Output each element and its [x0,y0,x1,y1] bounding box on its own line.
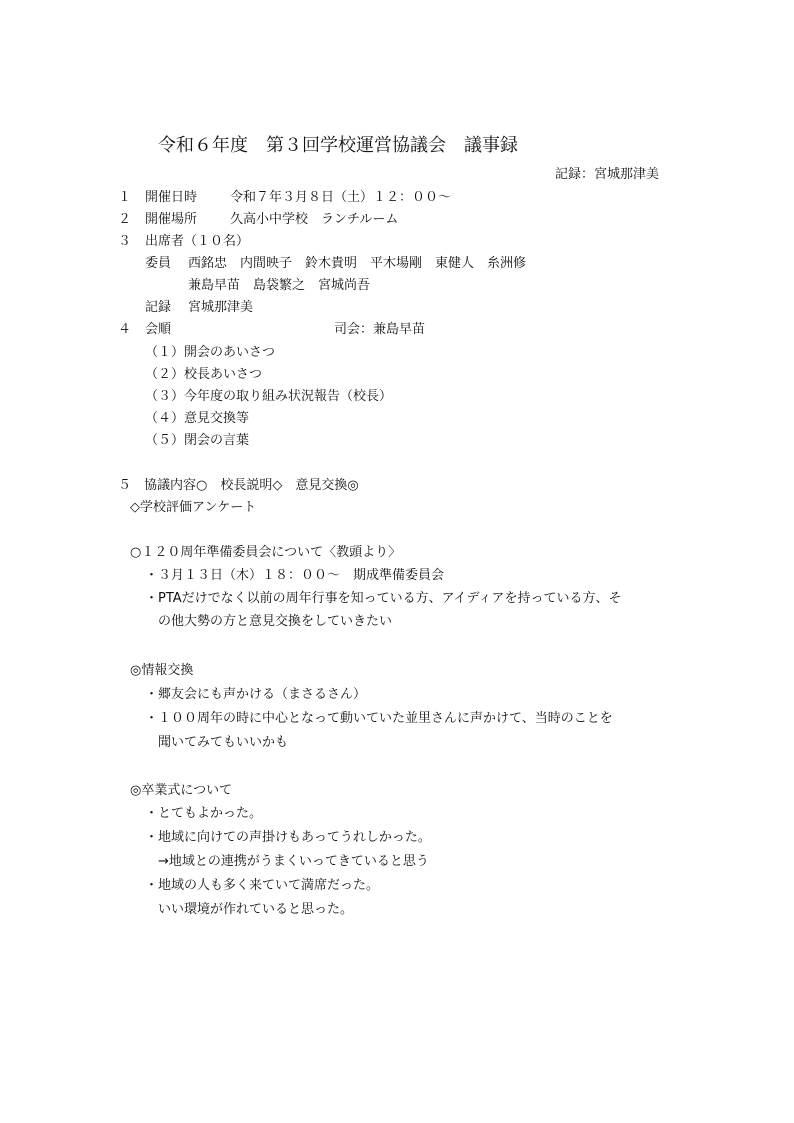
graduation-bullet: ・地域に向けての声掛けもあってうれしかった。 [145,830,431,845]
agenda-step: （２）校長あいさつ [145,367,263,382]
item-num-agenda: ４ [118,322,132,337]
agenda-step: （１）開会のあいさつ [145,345,276,360]
survey-heading: ◇学校評価アンケート [130,500,257,515]
recorder-name: 宮城那津美 [188,300,254,315]
info-heading: ◎情報交換 [130,663,194,678]
graduation-heading: ◎卒業式について [130,783,233,798]
info-bullet: ・郷友会にも声かける（まさるさん） [145,687,367,702]
info-bullet: ・１００周年の時に中心となって動いていた並里さんに声かけて、当時のことを [145,711,613,726]
members-line-1: 西銘忠 内間映子 鈴木貴明 平木場剛 東健人 糸洲修 [188,256,527,271]
item-value-place: 久高小中学校 ランチルーム [230,212,399,227]
agenda-step: （３）今年度の取り組み状況報告（校長） [145,389,393,404]
graduation-bullet: ・地域の人も多く来ていて満席だった。 [145,878,380,893]
anniversary-bullet: ・PTAだけでなく以前の周年行事を知っている方、アイディアを持っている方、そ [145,591,622,606]
item-value-datetime: 令和７年３月８日（土）１２：００～ [230,190,452,205]
graduation-bullet-sub: →地域との連携がうまくいってきていると思う [158,854,429,869]
anniversary-bullet: ・３月１３日（木）１８：００～ 期成準備委員会 [145,568,445,583]
discussion-heading: ５ 協議内容○ 校長説明◇ 意見交換◎ [118,478,359,493]
item-num-place: ２ [118,212,132,227]
agenda-step: （５）閉会の言葉 [145,433,250,448]
item-label-attendees: 出席者（１０名） [145,234,250,249]
recorder-label: 記録 [145,300,172,315]
recorder-line: 記録：宮城那津美 [555,167,660,182]
item-num-datetime: １ [118,190,132,205]
graduation-bullet: ・とてもよかった。 [145,806,263,821]
item-label-agenda: 会順 [145,322,172,337]
agenda-step: （４）意見交換等 [145,411,250,426]
item-num-attendees: ３ [118,234,132,249]
item-label-datetime: 開催日時 [145,190,198,205]
members-line-2: 兼島早苗 島袋繁之 宮城尚吾 [188,278,371,293]
info-bullet-cont: 聞いてみてもいいかも [158,735,289,750]
document-title: 令和６年度 第３回学校運営協議会 議事録 [158,135,518,156]
members-label: 委員 [145,256,172,271]
anniversary-heading: ○１２０周年準備委員会について〈教頭より〉 [130,545,402,560]
graduation-bullet-cont: いい環境が作れていると思った。 [158,902,354,917]
agenda-chair: 司会：兼島早苗 [334,322,426,337]
anniversary-bullet-cont: の他大勢の方と意見交換をしていきたい [158,614,393,629]
item-label-place: 開催場所 [145,212,198,227]
